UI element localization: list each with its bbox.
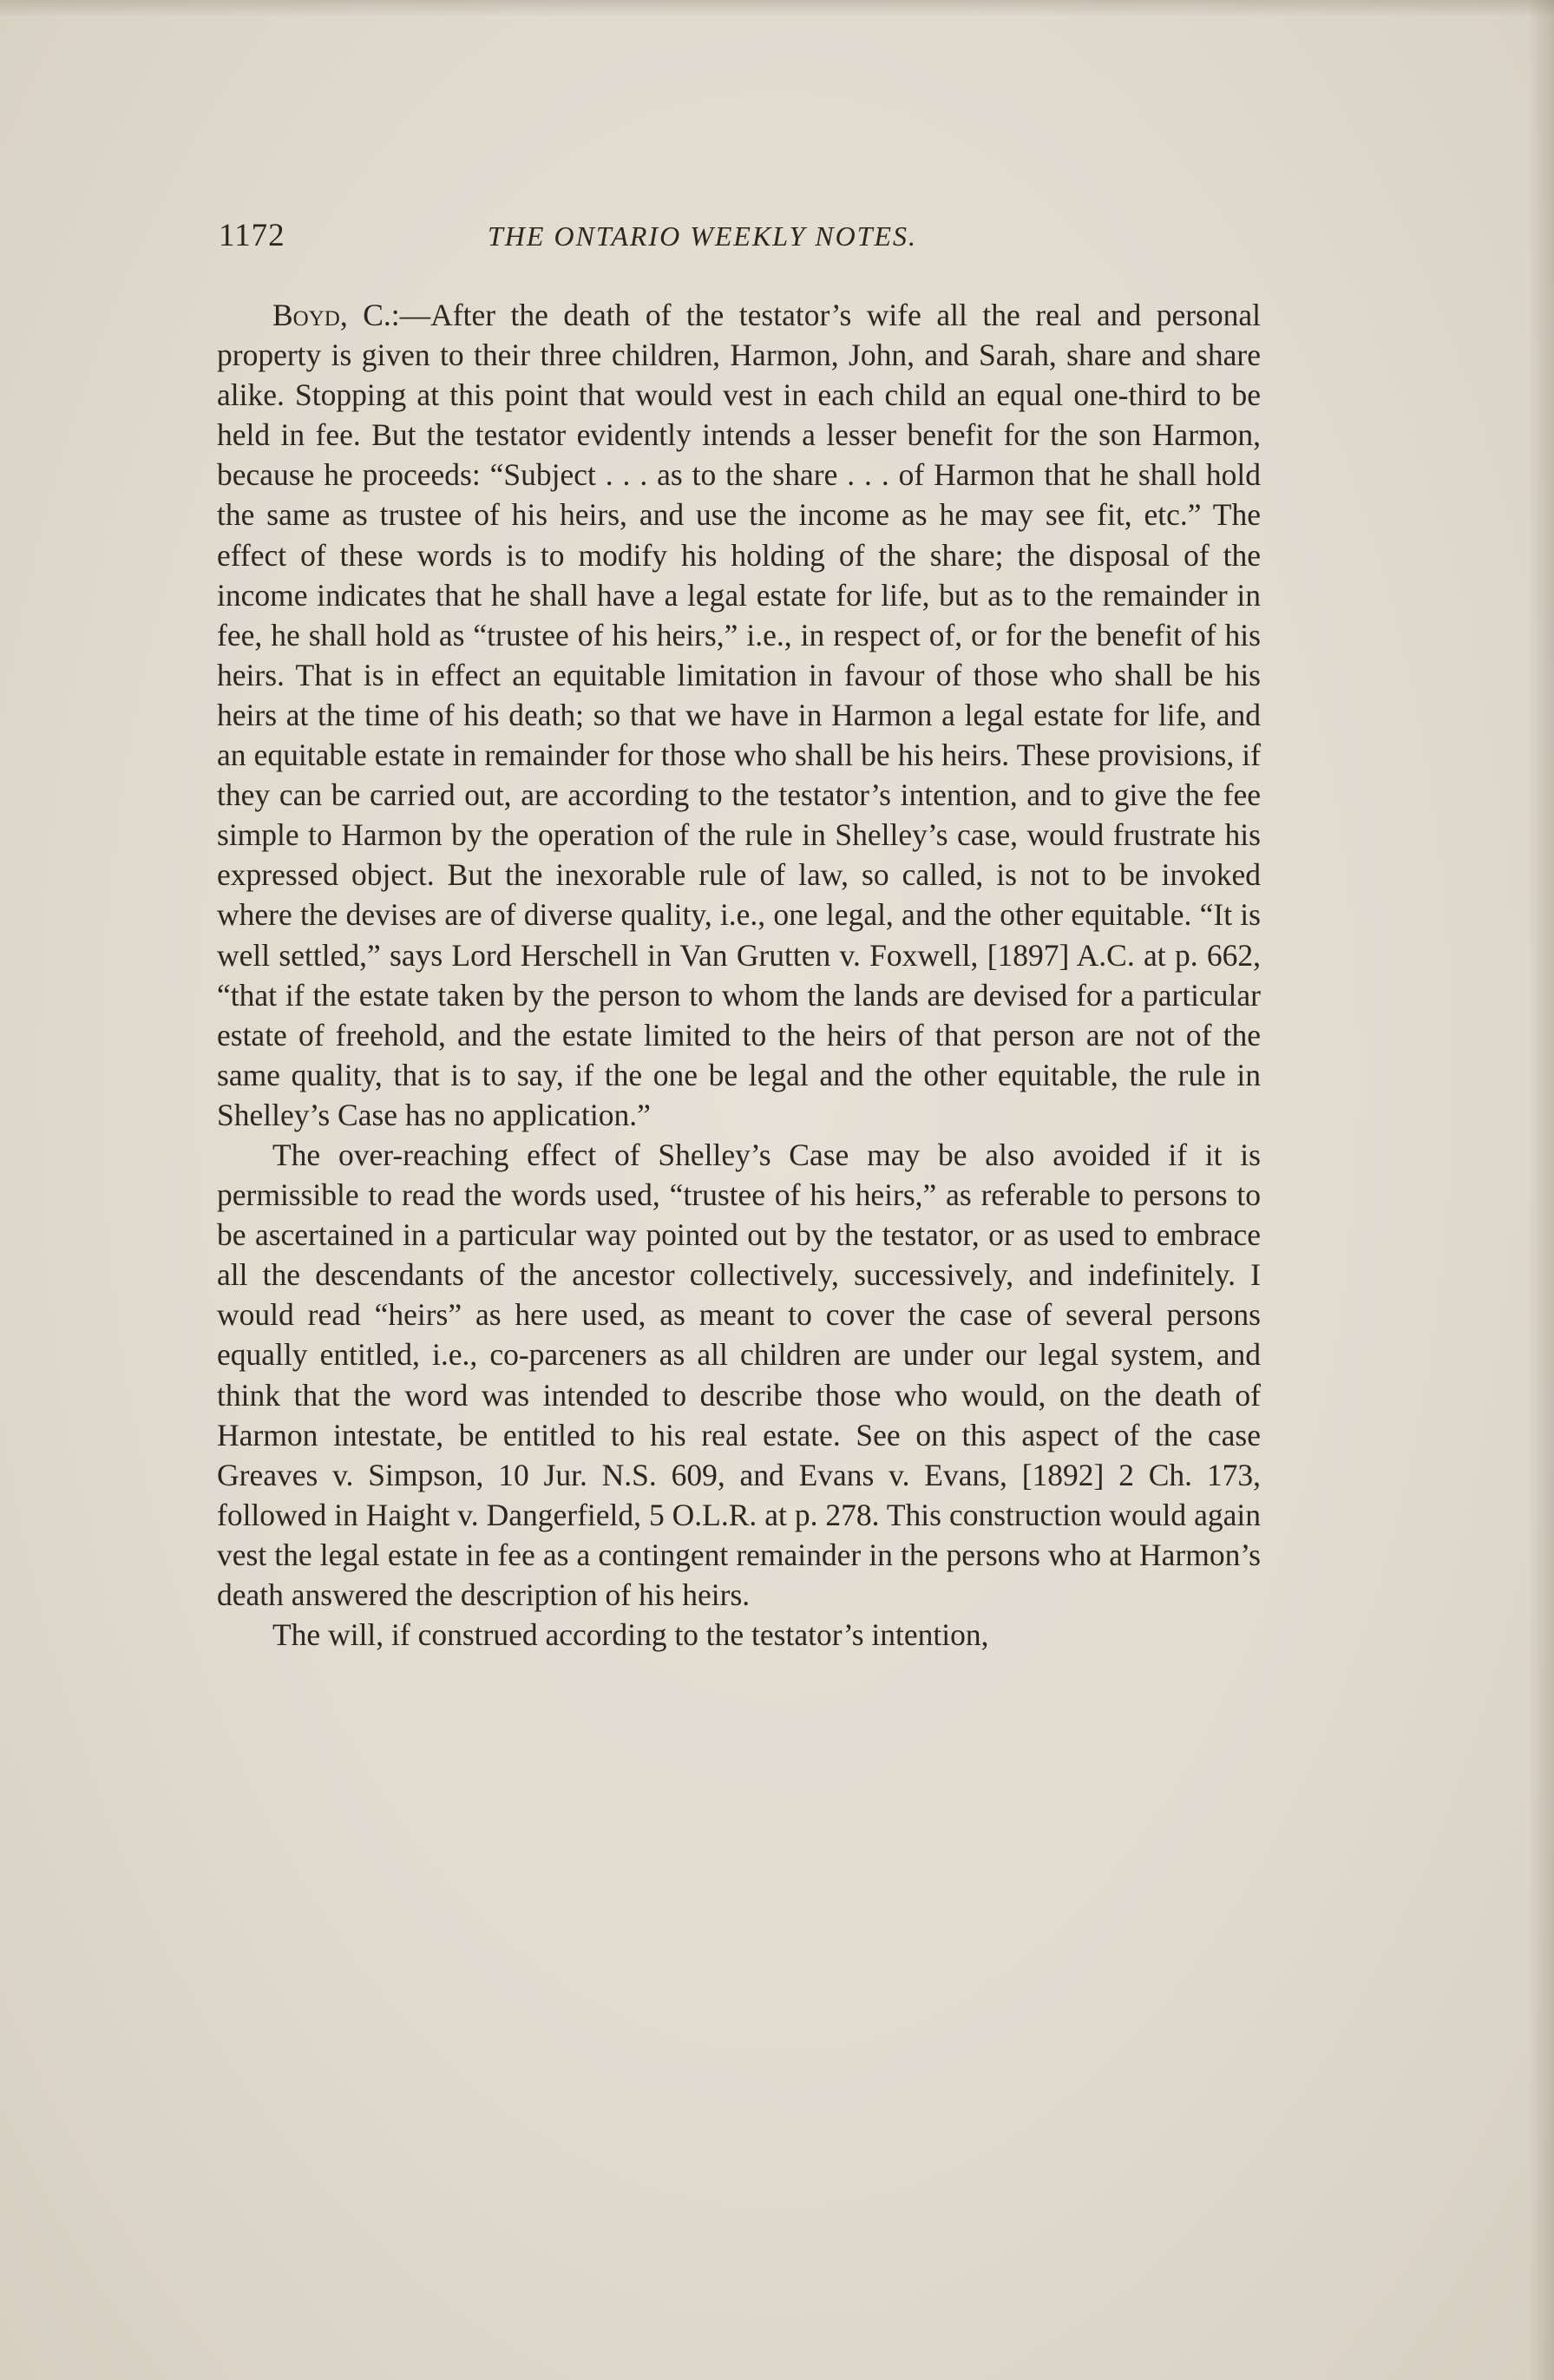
paragraph-1: [217, 295, 1261, 1135]
judge-name: Boyd, C.: [272, 298, 391, 332]
page-edge-shadow: [1528, 0, 1554, 2380]
paragraph-1-text: :—After the death of the testator’s wife all the real and personal property is given to their three children, Harmon, John, and Sarah, share and share alike. Stopping at this point that would vest in each child an equal one-third to be held in fee. But the testator evidently intends a lesser benefit for the son Harmon, because he proceeds: “Subject . . . as to the share . . . of Harmon that he shall hold the same as trustee of his heirs, and use the income as he may see fit, etc.” The effect of these words is to modify his holding of the share; the disposal of the income indicates that he shall have a legal estate for life, but as to the remainder in fee, he shall hold as “trustee of his heirs,” i.e., in respect of, or for the benefit of his heirs. That is in effect an equitable limitation in favour of those who shall be his heirs at the time of his death; so that we have in Harmon a legal estate for life, and an equitable estate in remainder for those who shall be his heirs. These provisions, if they can be carried out, are according to the testator’s intention, and to give the fee simple to Harmon by the operation of the rule in Shelley’s case, would frustrate his expressed object. But the inexorable rule of law, so called, is not to be invoked where the devises are of diverse quality, i.e., one legal, and the other equitable. “It is well settled,” says Lord Herschell in Van Grutten v. Foxwell, [1897] A.C. at p. 662, “that if the estate taken by the person to whom the lands are devised for a particular estate of freehold, and the estate limited to the heirs of that person are not of the same quality, that is to say, if the one be legal and the other equitable, the rule in Shelley’s Case has no application.”: [217, 298, 1261, 1132]
running-title: THE ONTARIO WEEKLY NOTES.: [488, 220, 918, 252]
body-text: [217, 295, 1261, 1655]
paragraph-2: The over-reaching effect of Shelley’s Case may be also avoided if it is permissible to read the words used, “trustee of his heirs,” as referable to persons to be ascertained in a particular way pointed out by the testator, or as used to embrace all the descendants of the ancestor collectively, successively, and indefinitely. I would read “heirs” as here used, as meant to cover the case of several persons equally entitled, i.e., co-parceners as all children are under our legal system, and think that the word was intended to describe those who would, on the death of Harmon intestate, be entitled to his real estate. See on this aspect of the case Greaves v. Simpson, 10 Jur. N.S. 609, and Evans v. Evans, [1892] 2 Ch. 173, followed in Haight v. Dangerfield, 5 O.L.R. at p. 278. This construction would again vest the legal estate in fee as a contingent remainder in the persons who at Harmon’s death answered the description of his heirs.: [217, 1137, 1261, 1612]
paragraph-3: The will, if construed according to the testator’s intention,: [272, 1617, 989, 1653]
page-number: 1172: [219, 218, 285, 253]
page-header: [219, 217, 1260, 260]
page-top-shadow: [0, 0, 1554, 17]
